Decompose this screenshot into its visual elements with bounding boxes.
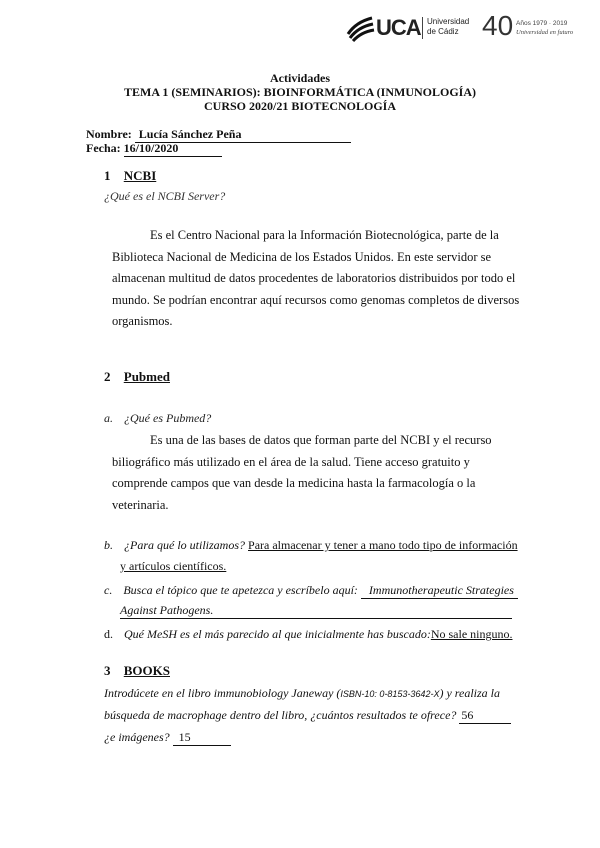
books-line1 [104, 686, 544, 701]
name-label: Nombre: [86, 127, 132, 141]
date-label: Fecha: [86, 141, 121, 155]
item-b-row [104, 538, 534, 553]
books-images-answer-field [173, 730, 231, 746]
date-text: 16/10/2020 [123, 141, 179, 155]
course-heading: CURSO 2020/21 BIOTECNOLOGÍA [203, 99, 397, 113]
item-c-answer-line2-row [120, 603, 512, 619]
topic-heading: TEMA 1 (SEMINARIOS): BIOINFORMÁTICA (INMUNOLOGÍA) [123, 85, 476, 99]
answer-line: comprende campos que van desde la medicina hasta la farmacología o la [112, 476, 476, 490]
answer-line: Es una de las bases de datos que forman parte del NCBI y el recurso [150, 433, 492, 447]
answer-line: veterinaria. [112, 497, 169, 512]
section-1-answer [112, 225, 522, 333]
activities-heading: Actividades [270, 71, 330, 85]
section-3-title: BOOKS [123, 663, 170, 678]
section-1-title: NCBI [123, 168, 157, 183]
anniversary-signature: Universidad en futuro [516, 29, 574, 36]
answer-line: Biblioteca Nacional de Medicina de los Estados Unidos. En este servidor se [112, 249, 492, 264]
item-d-marker: d. [104, 627, 113, 641]
university-line1: Universidad [427, 17, 470, 26]
books-results-question: búsqueda de macrophage dentro del libro, ¿cuántos resultados te ofrece? [104, 708, 457, 722]
books-images-question: ¿e imágenes? [104, 730, 170, 744]
item-c-marker: c. [104, 583, 113, 597]
section-1-question: ¿Qué es el NCBI Server? [104, 189, 226, 203]
item-b-question: ¿Para qué lo utilizamos? [124, 538, 246, 552]
books-images-answer: 15 [178, 730, 191, 744]
anniversary-number: 40 [482, 10, 514, 41]
university-line2: de Cádiz [427, 27, 459, 36]
section-3-heading [104, 663, 170, 679]
item-c-answer-line1 [361, 583, 518, 599]
logo-divider [422, 17, 423, 39]
uca-logo [346, 14, 470, 42]
section-1-number: 1 [104, 168, 111, 183]
answer-line: almacenan multitud de datos procedentes de laboratorios distribuidos por todo el [112, 271, 516, 285]
books-isbn: ISBN-10: 0-8153-3642-X [340, 689, 440, 699]
section-2-title: Pubmed [123, 369, 170, 384]
books-results-answer-field [459, 708, 511, 724]
answer-line: mundo. Se podrían encontrar aquí recursos como genomas completos de diversos [112, 292, 520, 307]
section-2-heading [104, 369, 170, 385]
section-2-number: 2 [104, 369, 111, 384]
item-c-question: Busca el tópico que te apetezca y escríbelo aquí: [123, 583, 358, 597]
item-c-answer-line2 [120, 603, 512, 619]
uca-emblem-icon [346, 14, 376, 42]
item-d-row [104, 627, 544, 642]
books-text-part2: ) y realiza la [439, 686, 500, 700]
date-value [124, 141, 222, 157]
item-a-question-row [104, 411, 211, 426]
answer-line: organismos. [112, 314, 173, 328]
item-a-marker: a. [104, 411, 113, 425]
books-text-part1: Introdúcete en el libro immunobiology Janeway ( [104, 686, 341, 700]
item-d-answer: No sale ninguno. [430, 627, 513, 641]
anniversary-years: Años 1979 · 2019 [516, 20, 568, 27]
item-c-row [104, 583, 534, 599]
anniversary-logo [482, 12, 582, 44]
item-b-answer-line2: y artículos científicos. [120, 559, 227, 573]
item-c-answer-text2: Against Pathogens. [120, 603, 214, 617]
books-line3 [104, 730, 231, 746]
item-c-answer-text1: Immunotherapeutic Strategies [368, 583, 514, 597]
item-b-answer-line1: Para almacenar y tener a mano todo tipo de información [248, 538, 518, 552]
item-d-question: Qué MeSH es el más parecido al que inicialmente has buscado: [124, 627, 431, 641]
date-row [86, 141, 222, 157]
books-results-answer: 56 [461, 708, 474, 722]
name-text: Lucía Sánchez Peña [138, 127, 242, 141]
books-line2 [104, 708, 511, 724]
item-a-question: ¿Qué es Pubmed? [124, 411, 212, 425]
item-b-marker: b. [104, 538, 113, 552]
section-1-heading [104, 168, 156, 184]
answer-line: biliográfico más utilizado en el área de la salud. Tiene acceso gratuito y [112, 454, 470, 469]
uca-letters: UCA [376, 15, 421, 40]
answer-line: Es el Centro Nacional para la Información Biotecnológica, parte de la [150, 228, 499, 242]
item-a-answer [112, 430, 522, 516]
section-3-number: 3 [104, 663, 111, 678]
